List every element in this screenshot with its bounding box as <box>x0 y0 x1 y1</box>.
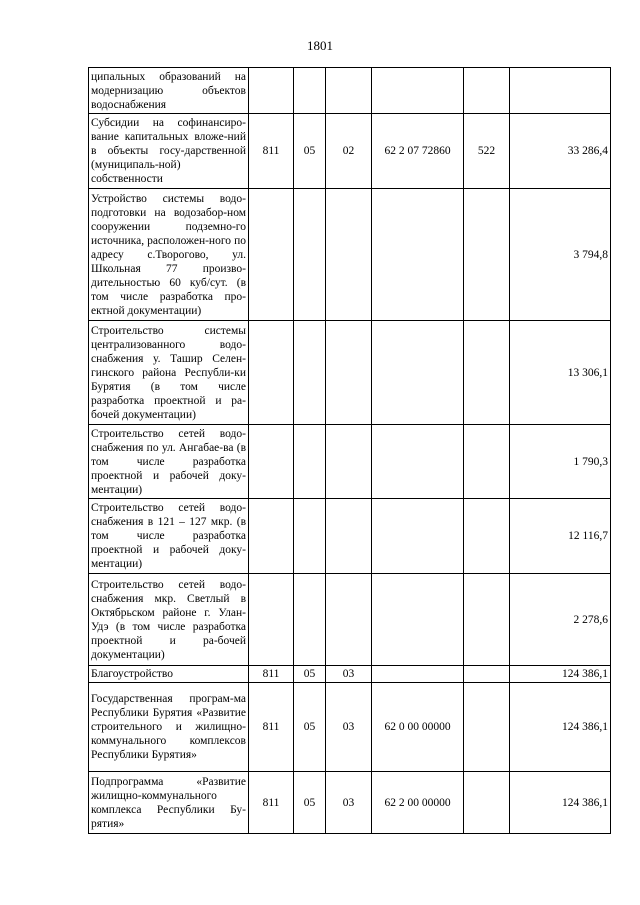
col-gr: 811 <box>249 772 294 834</box>
col-pr <box>326 425 372 499</box>
col-rz <box>294 499 326 574</box>
row-name: Подпрограмма «Развитие жилищно-коммунального комплекса Республики Бу-рятия» <box>89 772 249 834</box>
row-name: Строительство сетей водо-снабжения в 121 – 127 мкр. (в том числе разработка проектной и рабочей доку-ментации) <box>89 499 249 574</box>
col-sum: 2 278,6 <box>510 574 611 666</box>
col-gr: 811 <box>249 683 294 772</box>
row-name: Благоустройство <box>89 666 249 683</box>
col-gr: 811 <box>249 114 294 189</box>
col-rz: 05 <box>294 683 326 772</box>
table-row <box>89 772 611 834</box>
table-row <box>89 574 611 666</box>
col-vr <box>464 321 510 425</box>
col-gr <box>249 574 294 666</box>
col-rz <box>294 189 326 321</box>
table-row <box>89 425 611 499</box>
col-gr <box>249 425 294 499</box>
col-sum: 124 386,1 <box>510 772 611 834</box>
col-pr: 03 <box>326 666 372 683</box>
col-sum: 12 116,7 <box>510 499 611 574</box>
col-vr <box>464 425 510 499</box>
row-name: Строительство системы централизованного водо-снабжения у. Ташир Селен-гинского района Республи-ки Бурятия (в том числе разработка проектной и ра-бочей документации) <box>89 321 249 425</box>
table-row <box>89 189 611 321</box>
col-cs: 62 2 00 00000 <box>372 772 464 834</box>
col-gr <box>249 321 294 425</box>
row-name: Субсидии на софинансиро-вание капитальных вложе-ний в объекты госу-дарственной (муниципаль-ной) собственности <box>89 114 249 189</box>
col-rz: 05 <box>294 114 326 189</box>
col-pr <box>326 499 372 574</box>
col-sum: 124 386,1 <box>510 683 611 772</box>
table-row <box>89 114 611 189</box>
col-cs <box>372 574 464 666</box>
col-pr: 03 <box>326 772 372 834</box>
col-sum: 13 306,1 <box>510 321 611 425</box>
table-row <box>89 666 611 683</box>
col-rz <box>294 425 326 499</box>
col-vr <box>464 499 510 574</box>
col-vr <box>464 772 510 834</box>
table-row <box>89 321 611 425</box>
table-row <box>89 683 611 772</box>
col-pr <box>326 68 372 114</box>
col-cs <box>372 499 464 574</box>
col-cs <box>372 321 464 425</box>
col-gr <box>249 189 294 321</box>
col-cs <box>372 68 464 114</box>
col-pr <box>326 321 372 425</box>
col-sum: 1 790,3 <box>510 425 611 499</box>
table-row <box>89 68 611 114</box>
col-vr <box>464 574 510 666</box>
col-sum <box>510 68 611 114</box>
col-pr <box>326 574 372 666</box>
table-row <box>89 499 611 574</box>
col-sum: 33 286,4 <box>510 114 611 189</box>
col-pr: 02 <box>326 114 372 189</box>
col-cs <box>372 666 464 683</box>
col-gr <box>249 499 294 574</box>
budget-table <box>88 67 611 834</box>
col-vr: 522 <box>464 114 510 189</box>
col-pr <box>326 189 372 321</box>
row-name: Строительство сетей водо-снабжения по ул. Ангабае-ва (в том числе разработка проектной и рабочей доку-ментации) <box>89 425 249 499</box>
col-cs: 62 2 07 72860 <box>372 114 464 189</box>
col-cs: 62 0 00 00000 <box>372 683 464 772</box>
col-cs <box>372 425 464 499</box>
col-gr: 811 <box>249 666 294 683</box>
col-gr <box>249 68 294 114</box>
col-rz <box>294 321 326 425</box>
col-sum: 124 386,1 <box>510 666 611 683</box>
col-cs <box>372 189 464 321</box>
page-number: 1801 <box>307 38 333 53</box>
col-sum: 3 794,8 <box>510 189 611 321</box>
row-name: Государственная програм-ма Республики Бурятия «Развитие строительного и жилищно-коммунального комплексов Республики Бурятия» <box>89 683 249 772</box>
row-name: Устройство системы водо-подготовки на водозабор-ном сооружении подземно-го источника, расположен-ного по адресу с.Творогово, ул. Школьная 77 произво-дительностью 60 куб/сут. (в том числе разработка про-ектной документации) <box>89 189 249 321</box>
col-rz <box>294 574 326 666</box>
col-vr <box>464 68 510 114</box>
col-vr <box>464 189 510 321</box>
col-rz: 05 <box>294 666 326 683</box>
row-name: ципальных образований на модернизацию объектов водоснабжения <box>89 68 249 114</box>
col-pr: 03 <box>326 683 372 772</box>
col-rz: 05 <box>294 772 326 834</box>
col-rz <box>294 68 326 114</box>
row-name: Строительство сетей водо-снабжения мкр. Светлый в Октябрьском районе г. Улан-Удэ (в том числе разработка проектной и ра-бочей документации) <box>89 574 249 666</box>
col-vr <box>464 666 510 683</box>
col-vr <box>464 683 510 772</box>
